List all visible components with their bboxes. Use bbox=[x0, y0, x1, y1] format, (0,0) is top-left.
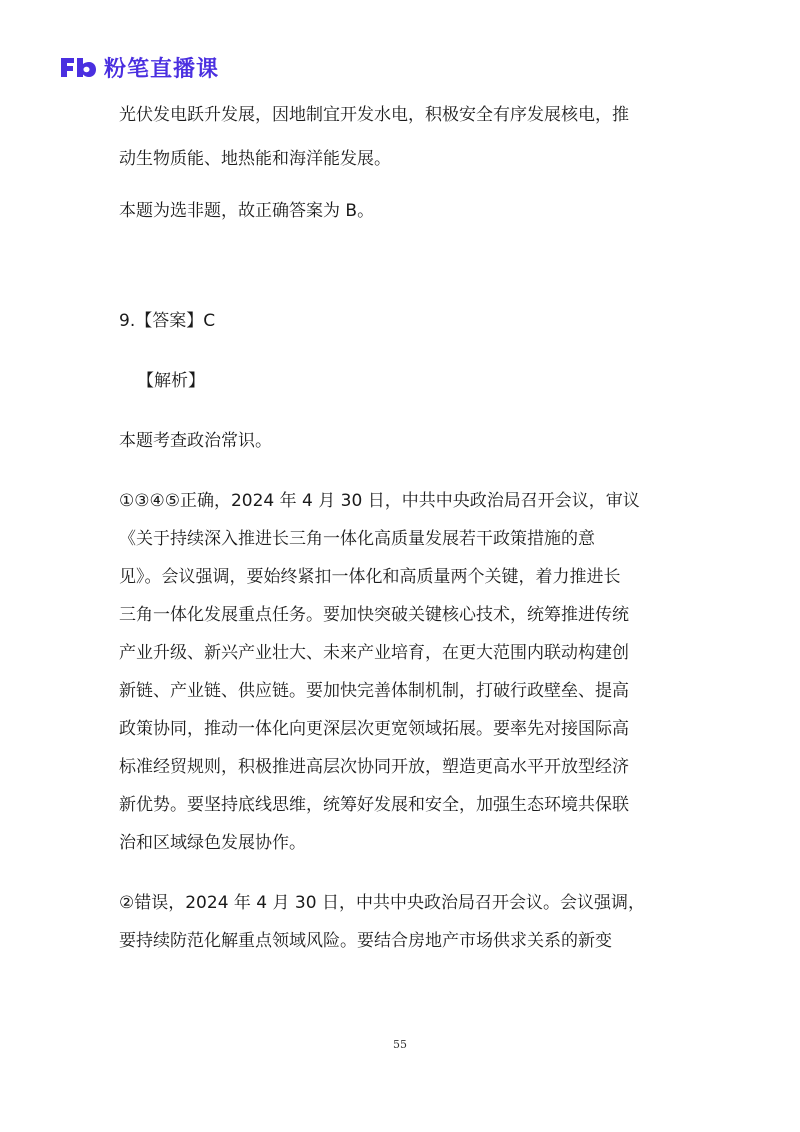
text-line: 要持续防范化解重点领域风险。要结合房地产市场供求关系的新变 bbox=[119, 931, 612, 951]
text-line: 见》。会议强调，要始终紧扣一体化和高质量两个关键，着力推进长 bbox=[119, 567, 621, 587]
text-line: 新链、产业链、供应链。要加快完善体制机制，打破行政壁垒、提高 bbox=[119, 681, 629, 701]
page-number: 55 bbox=[393, 1038, 407, 1051]
text-line: 治和区域绿色发展协作。 bbox=[119, 833, 306, 853]
text-line: 标准经贸规则，积极推进高层次协同开放，塑造更高水平开放型经济 bbox=[119, 757, 629, 777]
text-line: ②错误，2024 年 4 月 30 日，中共中央政治局召开会议。会议强调， bbox=[119, 893, 645, 913]
text-line: 三角一体化发展重点任务。要加快突破关键核心技术，统筹推进传统 bbox=[119, 605, 629, 625]
text-line: 新优势。要坚持底线思维，统筹好发展和安全，加强生态环境共保联 bbox=[119, 795, 629, 815]
text-line: 《关于持续深入推进长三角一体化高质量发展若干政策措施的意 bbox=[119, 529, 595, 549]
text-line: 动生物质能、地热能和海洋能发展。 bbox=[119, 149, 391, 169]
text-line: 产业升级、新兴产业壮大、未来产业培育，在更大范围内联动构建创 bbox=[119, 643, 629, 663]
q9-analysis-label: 【解析】 bbox=[137, 371, 205, 391]
text-line: 政策协同，推动一体化向更深层次更宽领域拓展。要率先对接国际高 bbox=[119, 719, 629, 739]
header bbox=[58, 52, 219, 82]
brand-name: 粉笔直播课 bbox=[104, 56, 220, 82]
q9-answer-line: 9.【答案】C bbox=[119, 311, 216, 331]
q9-topic: 本题考查政治常识。 bbox=[119, 431, 272, 451]
text-line: 光伏发电跃升发展，因地制宜开发水电，积极安全有序发展核电，推 bbox=[119, 105, 629, 125]
fenbi-logo-icon bbox=[58, 54, 98, 80]
text-line: ①③④⑤正确，2024 年 4 月 30 日，中共中央政治局召开会议，审议 bbox=[119, 491, 640, 511]
q8-conclusion: 本题为选非题，故正确答案为 B。 bbox=[119, 201, 375, 221]
document-body bbox=[119, 104, 699, 952]
